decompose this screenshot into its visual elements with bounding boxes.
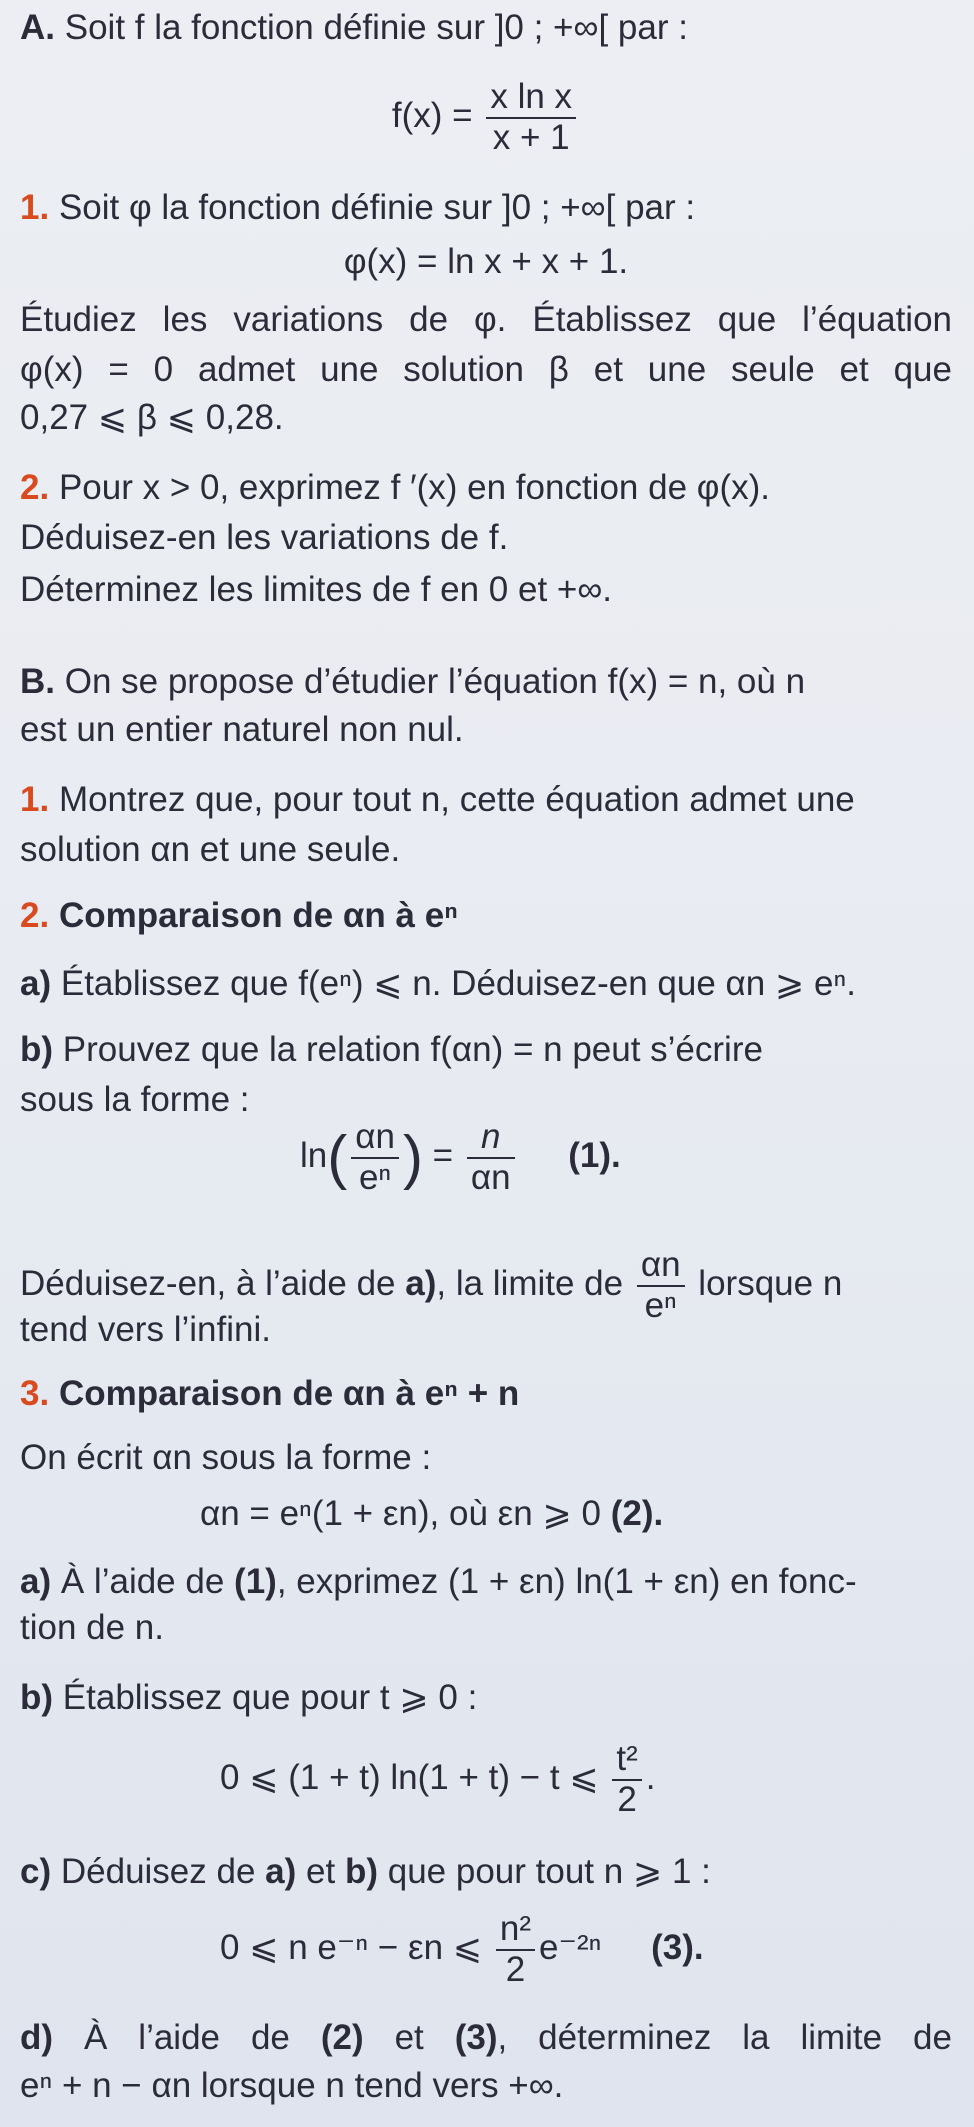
ineq-b-lhs: 0 ⩽ (1 + t) ln(1 + t) − t ⩽ [220,1757,599,1797]
ineq-b-period: . [645,1757,656,1797]
a-q2-line1 [20,466,952,510]
b-q3d-line1 [20,2016,952,2060]
eq3-tag: (3). [651,1927,704,1967]
b-q3-number: 3. [20,1374,50,1413]
b-q3-title: Comparaison de αn à eⁿ + n [58,1374,520,1413]
b-q2b-line3-mid: , la limite de [436,1263,624,1303]
eq2-text: αn = eⁿ(1 + εn), où εn ⩾ 0 [200,1494,601,1533]
f-lhs: f(x) = [391,95,473,135]
b-q1-number: 1. [20,780,50,819]
b-q3a-ref: (1) [234,1562,277,1601]
b-q3d-post: , déterminez la limite de [497,2018,952,2057]
b-q3-line1: On écrit αn sous la forme : [20,1438,432,1477]
b-q3a-pre: À l’aide de [60,1562,225,1601]
b-q2b-line3-ref: a) [405,1263,437,1303]
eq1-inner-num: αn [351,1118,399,1159]
f-fraction [486,78,576,157]
b-q2a-text: Établissez que f(eⁿ) ⩽ n. Déduisez-en que αn ⩾ eⁿ. [60,964,856,1003]
b-q2-title: Comparaison de αn à eⁿ [58,896,459,935]
b-q2-number: 2. [20,896,50,935]
b-q3d-pre: À l’aide de [84,2018,290,2057]
f-denominator: x + 1 [492,117,570,157]
eq1-ln: ln [300,1135,328,1175]
ineq-b-num: t² [612,1740,641,1781]
eq1-rhs-den: αn [470,1157,511,1197]
part-b-line2: est un entier naturel non nul. [20,710,464,749]
phi-definition: φ(x) = ln x + x + 1. [343,242,629,281]
eq1-rhs-fraction [467,1118,515,1197]
part-b-intro [20,660,952,704]
b-q3c-ref2: b) [344,1852,379,1891]
b-q1-line1-text: Montrez que, pour tout n, cette équation admet une [58,780,855,819]
b-q3b-label: b) [20,1678,54,1717]
b-q3b-line1 [20,1676,952,1720]
b-q3c-ref1: a) [265,1852,297,1891]
a-q1-line3: 0,27 ⩽ β ⩽ 0,28. [20,398,284,437]
a-q1-number: 1. [20,188,50,227]
b-q3a-post: , exprimez (1 + εn) ln(1 + εn) en fonc- [276,1562,857,1601]
b-q2-heading [20,894,952,938]
f-definition [20,78,952,157]
b-q2b-label: b) [20,1030,54,1069]
eq3-fraction [496,1910,535,1989]
eq1-inner-den: eⁿ [358,1157,392,1197]
b-q1-line2: solution αn et une seule. [20,830,401,869]
b-q2a-label: a) [20,964,52,1003]
b-q3c-post: que pour tout n ⩾ 1 : [387,1852,711,1891]
b-q2b-line4: tend vers l’infini. [20,1310,271,1349]
eq3-den: 2 [505,1949,526,1989]
limit-fraction-den: eⁿ [644,1285,677,1325]
b-q2a [20,962,952,1006]
b-q1-line1 [20,778,952,822]
equation-2 [200,1492,952,1536]
b-q2b-line2: sous la forme : [20,1080,250,1119]
b-q3b-text: Établissez que pour t ⩾ 0 : [62,1678,478,1717]
b-q3d-mid: et [394,2018,424,2057]
b-q3c-mid: et [306,1852,336,1891]
a-q1-line2: φ(x) = 0 admet une solution β et une seule et que [20,350,952,389]
part-a-intro [20,6,952,50]
a-q1-line1: Étudiez les variations de φ. Établissez que l’équation [20,300,952,339]
b-q3-heading [20,1372,952,1416]
a-q2-line3: Déterminez les limites de f en 0 et +∞. [20,570,613,609]
b-q3c-label: c) [20,1852,52,1891]
part-b-label: B. [20,662,55,701]
eq3-lhs: 0 ⩽ n e⁻ⁿ − εn ⩽ [220,1927,483,1967]
b-q2b-line3-pre: Déduisez-en, à l’aide de [20,1263,396,1303]
b-q3d-label: d) [20,2018,54,2057]
part-a-intro-text: Soit f la fonction définie sur ]0 ; +∞[ par : [64,8,688,47]
f-numerator: x ln x [486,78,576,119]
eq1-tag: (1). [568,1135,621,1175]
part-a-label: A. [20,8,55,47]
b-q3a-line2: tion de n. [20,1608,164,1647]
equation-1 [300,1118,952,1197]
eq2-tag: (2). [610,1494,664,1533]
b-q2b-line1 [20,1028,952,1072]
eq3-num: n² [496,1910,535,1951]
a-q1-intro [20,186,952,230]
eq3-rhs: e⁻²ⁿ [539,1927,602,1967]
b-q2b-line1-text: Prouvez que la relation f(αn) = n peut s’écrire [62,1030,763,1069]
b-q3d-line2: eⁿ + n − αn lorsque n tend vers +∞. [20,2066,564,2105]
equation-3 [220,1910,952,1989]
a-q2-number: 2. [20,468,50,507]
eq1-paren-close: ) [402,1123,423,1191]
limit-fraction-num: αn [637,1246,685,1287]
a-q2-line1-text: Pour x > 0, exprimez f ′(x) en fonction de φ(x). [58,468,770,507]
a-q2-line2: Déduisez-en les variations de f. [20,518,509,557]
b-q2b-line3-post: lorsque n [698,1263,843,1303]
b-q3c-pre: Déduisez de [60,1852,256,1891]
eq1-rhs-num: n [467,1118,515,1159]
inequality-b [220,1740,952,1819]
eq1-equals: = [432,1135,463,1175]
b-q3d-ref2: (3) [454,2018,498,2057]
a-q1-intro-text: Soit φ la fonction définie sur ]0 ; +∞[ par : [58,188,696,227]
ineq-b-fraction [612,1740,641,1819]
b-q3d-ref1: (2) [320,2018,364,2057]
eq1-inner-fraction [351,1118,399,1197]
ineq-b-den: 2 [617,1779,637,1819]
b-q3c-line1 [20,1850,952,1894]
eq1-paren-open: ( [327,1123,348,1191]
part-b-intro-text: On se propose d’étudier l’équation f(x) = n, où n [64,662,806,701]
b-q3a-line1 [20,1560,952,1604]
b-q3a-label: a) [20,1562,52,1601]
